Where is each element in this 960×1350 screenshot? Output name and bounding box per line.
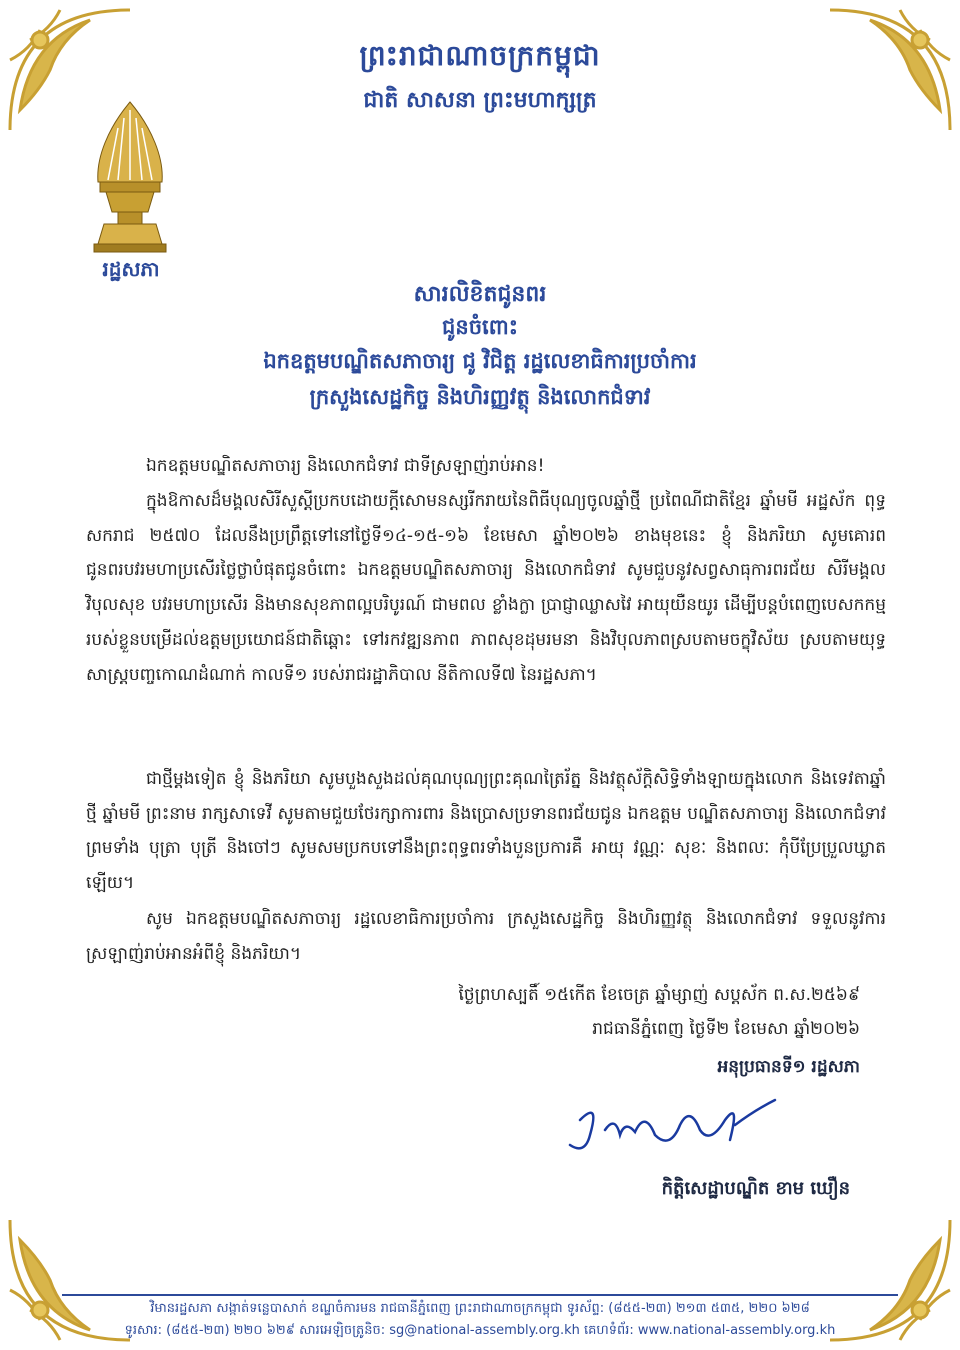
- recipient-line-1: ឯកឧត្តមបណ្ឌិតសភាចារ្យ ជូ វិជិត្ត រដ្ឋលេខាធិការប្រចាំការ: [263, 349, 697, 373]
- paragraph-3: [86, 902, 886, 971]
- national-motto: ជាតិ សាសនា ព្រះមហាក្សត្រ: [363, 88, 597, 113]
- handwritten-signature: [560, 1090, 800, 1170]
- signer-position: អនុប្រធានទី១ រដ្ឋសភា: [717, 1057, 860, 1077]
- paragraph-1: [86, 484, 886, 692]
- kingdom-title: ព្រះរាជាណាចក្រកម្ពុជា: [359, 39, 601, 72]
- letter-title: សារលិខិតជូនពរ: [413, 282, 547, 307]
- footer-address: វិមានរដ្ឋសភា សង្កាត់ទន្លេបាសាក់ ខណ្ឌចំការមន រាជធានីភ្នំពេញ ព្រះរាជាណាចក្រកម្ពុជា ទូរស័ព្ទ: (៨៥៥-២៣) ២១៣ ៥៣៥, ២២០ ៦២៨: [150, 1301, 810, 1316]
- addressed-to: ជូនចំពោះ: [442, 315, 518, 339]
- footer-divider: [62, 1294, 898, 1296]
- lunar-date: ថ្ងៃព្រហស្បតិ៍ ១៥កើត ខែចេត្រ ឆ្នាំម្សាញ់ សប្តស័ក ព.ស.២៥៦៩: [458, 985, 860, 1005]
- paragraph-2: [86, 762, 886, 901]
- paragraph-2-text: ជាថ្មីម្តងទៀត ខ្ញុំ និងភរិយា សូមបួងសួងដល់គុណបុណ្យព្រះគុណត្រៃរ័ត្ន និងវត្ថុស័ក្តិសិទ្ធិទាំងឡាយក្នុងលោក និងទេវតាឆ្នាំថ្មី ឆ្នាំមមី ព្រះនាម រាក្សសាទេវី សូមតាមជួយថែរក្សាការពារ និងប្រោសប្រទានពរជ័យជូន ឯកឧត្តម បណ្ឌិតសភាចារ្យ និងលោកជំទាវ ព្រមទាំង បុត្រា បុត្រី និងចៅៗ សូមសមប្រកបទៅនឹងព្រះពុទ្ធពរទាំងបួនប្រការគឺ អាយុ វណ្ណៈ សុខៈ និងពលៈ កុំបីប្រែប្រួលឃ្លាតឡើយ។: [86, 769, 886, 894]
- place-and-date: រាជធានីភ្នំពេញ ថ្ងៃទី២ ខែមេសា ឆ្នាំ២០២៦: [592, 1019, 860, 1039]
- salutation-text: ឯកឧត្តមបណ្ឌិតសភាចារ្យ និងលោកជំទាវ ជាទីស្រឡាញ់រាប់អាន!: [146, 456, 545, 476]
- institution-label: រដ្ឋសភា: [102, 257, 160, 281]
- footer-contact: ទូរសារ: (៨៥៥-២៣) ២២០ ៦២៩ សារអេឡិចត្រូនិច: sg@national-assembly.org.kh គេហទំព័រ: www.national-assembly.org.kh: [124, 1323, 836, 1338]
- salutation: [86, 449, 886, 484]
- national-assembly-emblem-icon: [78, 98, 182, 258]
- paragraph-3-text: សូម ឯកឧត្តមបណ្ឌិតសភាចារ្យ រដ្ឋលេខាធិការប្រចាំការ ក្រសួងសេដ្ឋកិច្ច និងហិរញ្ញវត្ថុ និងលោកជំទាវ ទទួលនូវការស្រឡាញ់រាប់អានអំពីខ្ញុំ និងភរិយា។: [86, 909, 886, 964]
- signer-name: កិត្តិសេដ្ឋាបណ្ឌិត ខាម ឃឿន: [661, 1178, 850, 1199]
- recipient-line-2: ក្រសួងសេដ្ឋកិច្ច និងហិរញ្ញវត្ថុ និងលោកជំទាវ: [309, 385, 651, 409]
- paragraph-1-text: ក្នុងឱកាសដ៏មង្គលសិរីសួស្តីប្រកបដោយក្តីសោមនស្សរីករាយនៃពិធីបុណ្យចូលឆ្នាំថ្មី ប្រពៃណីជាតិខ្មែរ ឆ្នាំមមី អដ្ឋស័ក ពុទ្ធសករាជ ២៥៧០ ដែលនឹងប្រព្រឹត្តទៅនៅថ្ងៃទី១៤-១៥-១៦ ខែមេសា ឆ្នាំ២០២៦ ខាងមុខនេះ ខ្ញុំ និងភរិយា សូមគោរពជូនពរបវរមហាប្រសើរថ្លៃថ្លាបំផុតជូនចំពោះ ឯកឧត្តមបណ្ឌិតសភាចារ្យ និងលោកជំទាវ សូមជួបនូវសព្វសាធុការពរជ័យ សិរីមង្គល វិបុលសុខ បវរមហាប្រសើរ និងមានសុខភាពល្អបរិបូរណ៍ ជាមពល ខ្លាំងក្លា ប្រាជ្ញាឈ្លាសវៃ អាយុយឺនយូរ ដើម្បីបន្តបំពេញបេសកកម្មរបស់ខ្លួនបម្រើដល់ឧត្តមប្រយោជន៍ជាតិឆ្ពោះ ទៅរកវឌ្ឍនភាព ភាពសុខដុមរមនា និងវិបុលភាពស្របតាមចក្ខុវិស័យ ស្របតាមយុទ្ធសាស្ត្របញ្ចកោណដំណាក់ កាលទី១ របស់រាជរដ្ឋាភិបាល នីតិកាលទី៧ នៃរដ្ឋសភា។: [86, 491, 886, 685]
